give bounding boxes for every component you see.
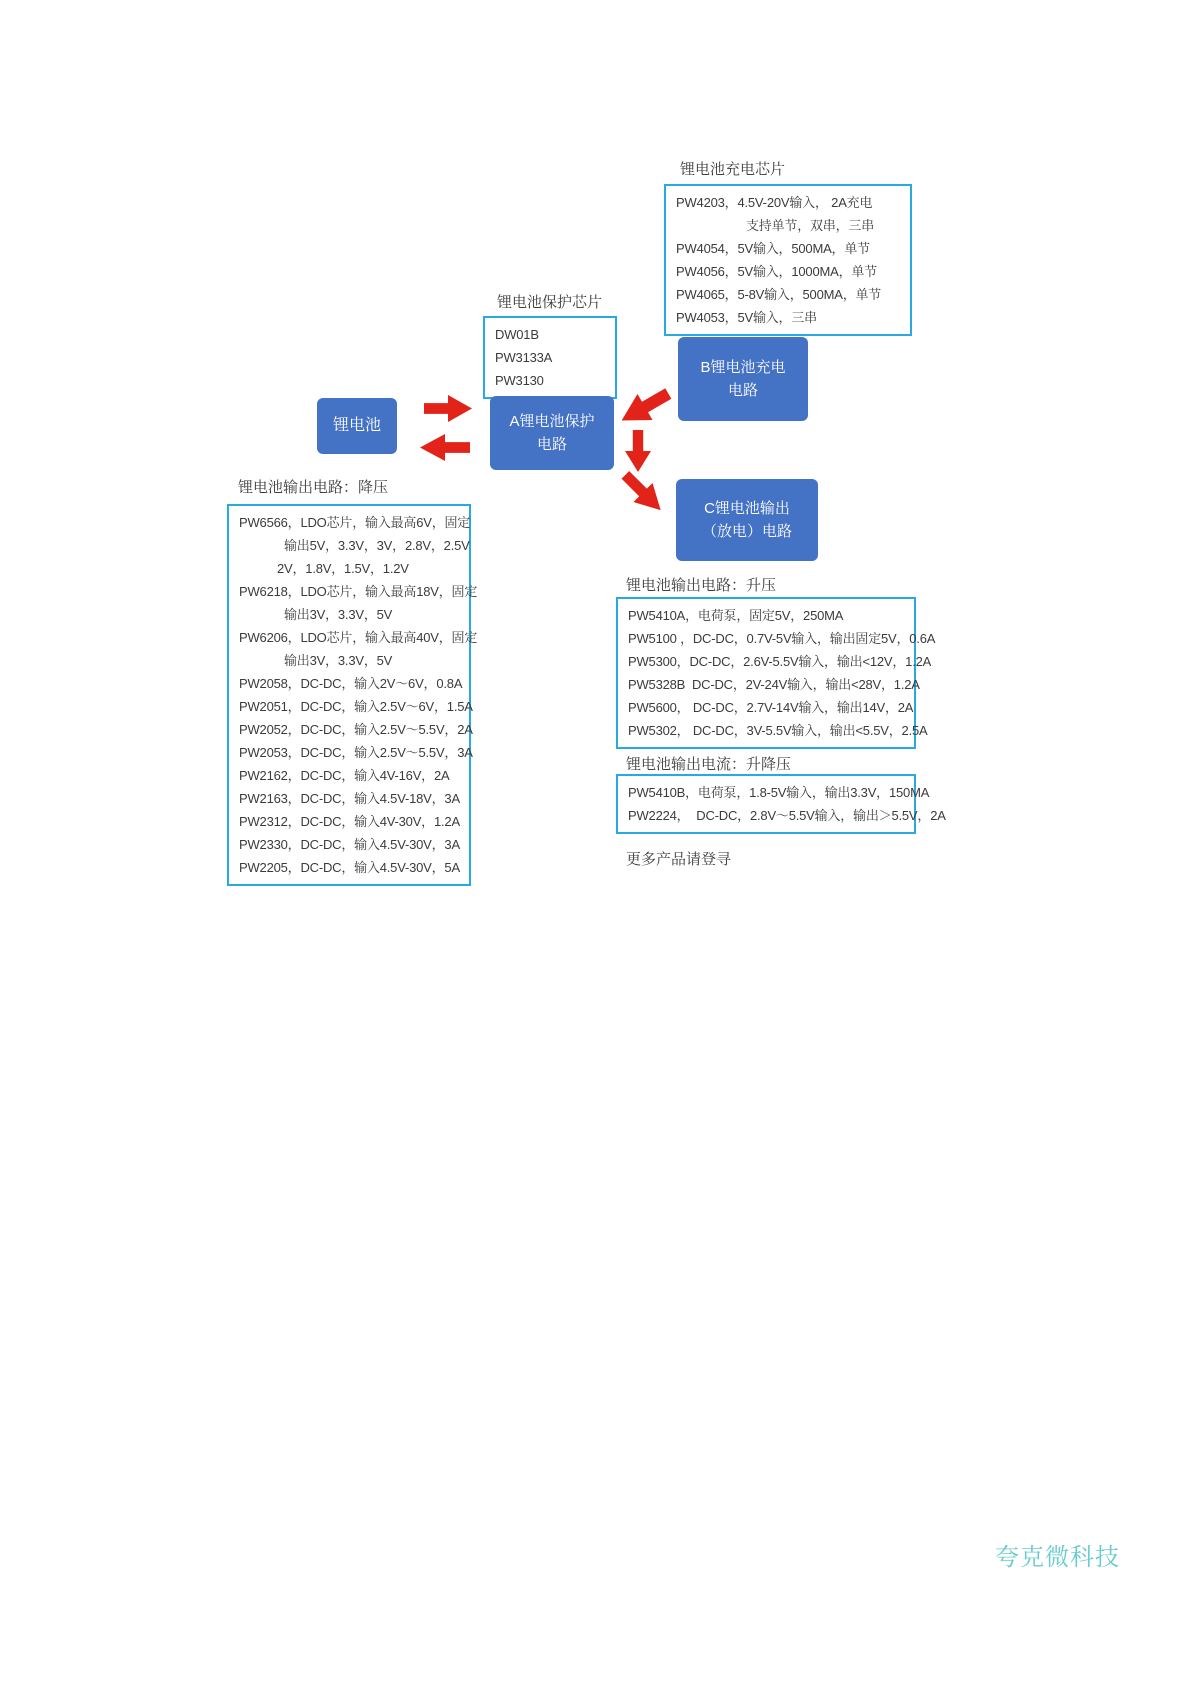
chip-line: 支持单节，双串，三串 — [746, 218, 875, 233]
chip-line: PW5410B，电荷泵，1.8-5V输入，输出3.3V，150MA — [628, 785, 930, 800]
chip-line: 输出5V，3.3V，3V，2.8V，2.5V — [284, 538, 470, 553]
chip-line: PW4054，5V输入，500MA，单节 — [676, 241, 870, 256]
charge-node-line2: 电路 — [727, 382, 758, 399]
chip-line: 输出3V，3.3V，5V — [284, 653, 393, 668]
battery-node — [317, 398, 397, 454]
chip-line: PW6206，LDO芯片，输入最高40V，固定 — [239, 630, 478, 645]
chip-line: PW2330，DC-DC，输入4.5V-30V，3A — [239, 837, 460, 852]
arrow-down-left-icon — [614, 381, 676, 434]
chip-line: PW3130 — [495, 373, 544, 388]
charge-chips-label: 锂电池充电芯片 — [680, 161, 786, 178]
chip-line: PW6218，LDO芯片，输入最高18V，固定 — [239, 584, 478, 599]
chip-line: PW2052，DC-DC，输入2.5V～5.5V，2A — [239, 722, 473, 737]
buck-section-label: 锂电池输出电路：降压 — [238, 479, 389, 496]
protect-chips-box — [483, 316, 617, 399]
chip-line: PW5100 ，DC-DC，0.7V-5V输入，输出固定5V，0.6A — [628, 631, 936, 646]
chip-line: PW5410A，电荷泵，固定5V，250MA — [628, 608, 844, 623]
chip-line: PW3133A — [495, 350, 553, 365]
protect-node-line2: 电路 — [536, 436, 567, 453]
chip-line: PW2051，DC-DC，输入2.5V～6V，1.5A — [239, 699, 473, 714]
chip-line: PW4053，5V输入，三串 — [676, 310, 817, 325]
buck-chips-box — [227, 504, 478, 886]
arrow-down-right-icon — [616, 465, 670, 519]
chip-line: PW5328B DC-DC，2V-24V输入，输出<28V，1.2A — [628, 677, 920, 692]
protect-chips-label: 锂电池保护芯片 — [497, 294, 603, 311]
chip-line: PW2205，DC-DC，输入4.5V-30V，5A — [239, 860, 460, 875]
chip-line: PW2162，DC-DC，输入4V-16V，2A — [239, 768, 450, 783]
discharge-node-line1: C锂电池输出 — [704, 499, 790, 517]
more-products-text: 更多产品请登寻 — [626, 851, 732, 868]
chip-line: PW2053，DC-DC，输入2.5V～5.5V，3A — [239, 745, 473, 760]
chip-line: PW4056，5V输入，1000MA，单节 — [676, 264, 877, 279]
discharge-circuit-node — [676, 479, 818, 561]
protect-node-line1: A锂电池保护 — [509, 412, 595, 430]
charge-chips-box — [664, 184, 912, 336]
charge-node-line1: B锂电池充电 — [700, 358, 786, 376]
arrow-down-icon — [625, 430, 651, 472]
chip-line: 输出3V，3.3V，5V — [284, 607, 393, 622]
charge-circuit-node — [678, 337, 808, 421]
watermark-text: 夸克微科技 — [995, 1544, 1120, 1571]
chip-line: PW5300，DC-DC，2.6V-5.5V输入，输出<12V，1.2A — [628, 654, 932, 669]
arrow-right-icon — [424, 395, 472, 422]
chip-line: PW5302， DC-DC，3V-5.5V输入，输出<5.5V，2.5A — [628, 723, 928, 738]
chip-line: PW5600， DC-DC，2.7V-14V输入，输出14V，2A — [628, 700, 914, 715]
chip-line: DW01B — [495, 327, 539, 342]
chip-line: PW2224， DC-DC，2.8V～5.5V输入，输出＞5.5V，2A — [628, 808, 946, 823]
boost-chips-box — [616, 597, 936, 749]
chip-line: PW4065，5-8V输入，500MA，单节 — [676, 287, 882, 302]
protect-circuit-node — [490, 396, 614, 470]
arrow-left-icon — [420, 434, 470, 461]
chip-line: PW2312，DC-DC，输入4V-30V，1.2A — [239, 814, 460, 829]
battery-node-label: 锂电池 — [332, 416, 381, 434]
chip-line: 2V，1.8V，1.5V，1.2V — [277, 561, 409, 576]
chip-line: PW2163，DC-DC，输入4.5V-18V，3A — [239, 791, 460, 806]
buck-boost-chips-box — [616, 774, 946, 834]
chip-line: PW2058，DC-DC，输入2V～6V，0.8A — [239, 676, 463, 691]
discharge-node-line2: （放电）电路 — [701, 523, 792, 540]
buck-boost-section-label: 锂电池输出电流：升降压 — [626, 756, 792, 773]
boost-section-label: 锂电池输出电路：升压 — [626, 577, 777, 594]
chip-line: PW6566，LDO芯片，输入最高6V，固定 — [239, 515, 471, 530]
chip-line: PW4203，4.5V-20V输入， 2A充电 — [676, 195, 873, 210]
